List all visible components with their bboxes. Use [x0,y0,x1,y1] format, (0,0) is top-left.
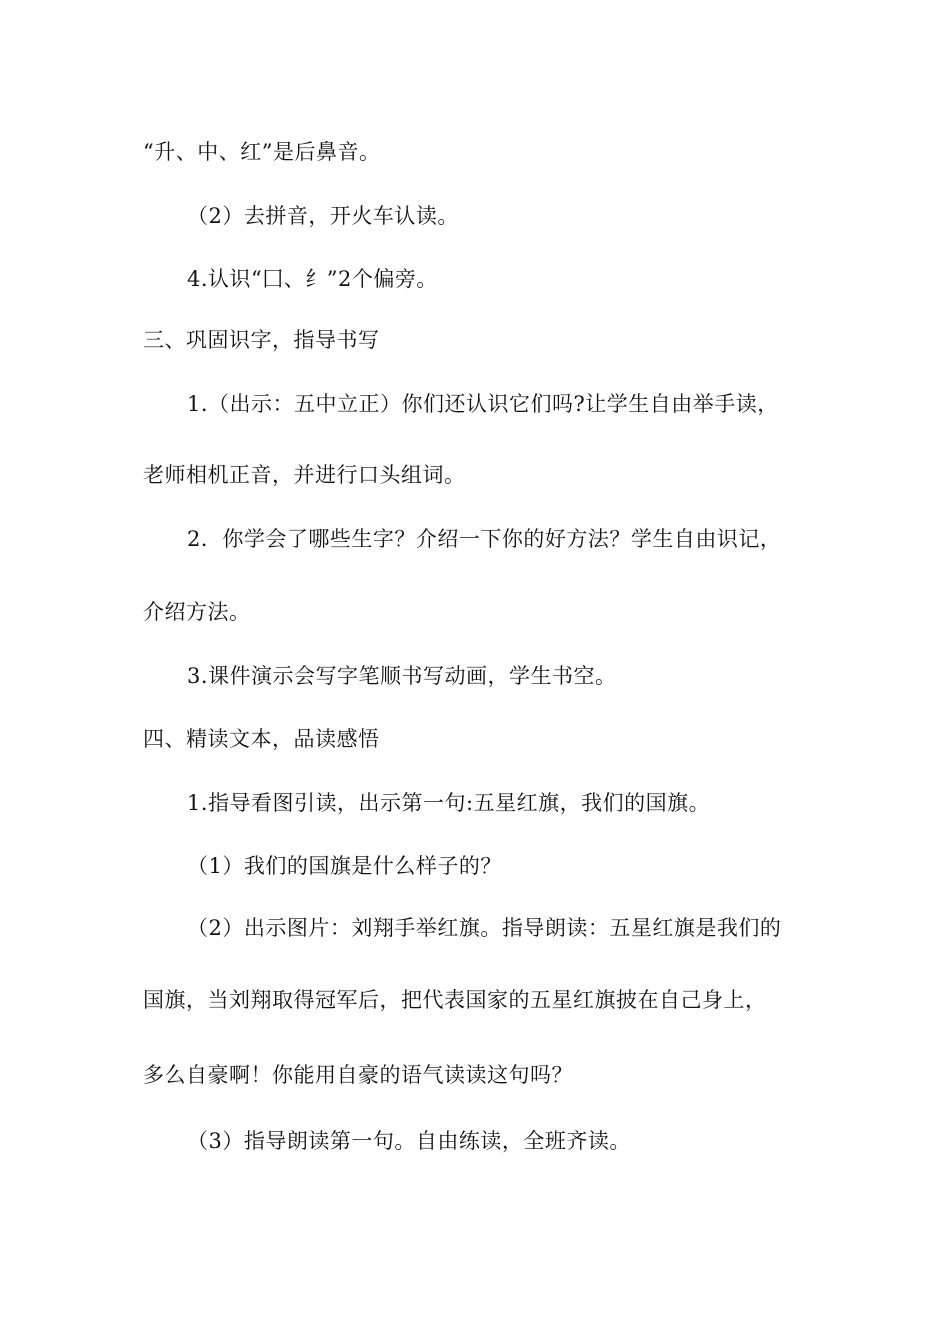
text-line-question-3: （3）指导朗读第一句。自由练读，全班齐读。 [187,1129,631,1153]
section-heading-3: 三、巩固识字，指导书写 [143,328,380,352]
text-line-back-nasal: “升、中、红”是后鼻音。 [143,140,381,164]
text-line-question-2-cont: 国旗，当刘翔取得冠军后，把代表国家的五星红旗披在自己身上， [143,988,767,1012]
text-line-question-2-end: 多么自豪啊！你能用自豪的语气读读这句吗？ [143,1063,573,1087]
text-line-item-2: 2．你学会了哪些生字？介绍一下你的好方法？学生自由识记， [187,527,782,551]
text-line-question-2: （2）出示图片：刘翔手举红旗。指导朗读：五星红旗是我们的 [187,916,782,940]
text-line-item-3: 3.课件演示会写字笔顺书写动画，学生书空。 [187,664,617,688]
text-line-question-1: （1）我们的国旗是什么样子的？ [187,854,502,878]
text-line-item-2-cont: 介绍方法。 [143,600,251,624]
text-line-item-1-cont: 老师相机正音，并进行口头组词。 [143,463,466,487]
text-line-guide-reading: 1.指导看图引读，出示第一句:五星红旗，我们的国旗。 [187,791,711,815]
text-line-step-2: （2）去拼音，开火车认读。 [187,204,459,228]
section-heading-4: 四、精读文本，品读感悟 [143,727,380,751]
text-line-item-1: 1.（出示：五中立正）你们还认识它们吗?让学生自由举手读， [187,392,779,416]
text-line-radicals: 4.认识“囗、纟”2个偏旁。 [187,267,438,291]
